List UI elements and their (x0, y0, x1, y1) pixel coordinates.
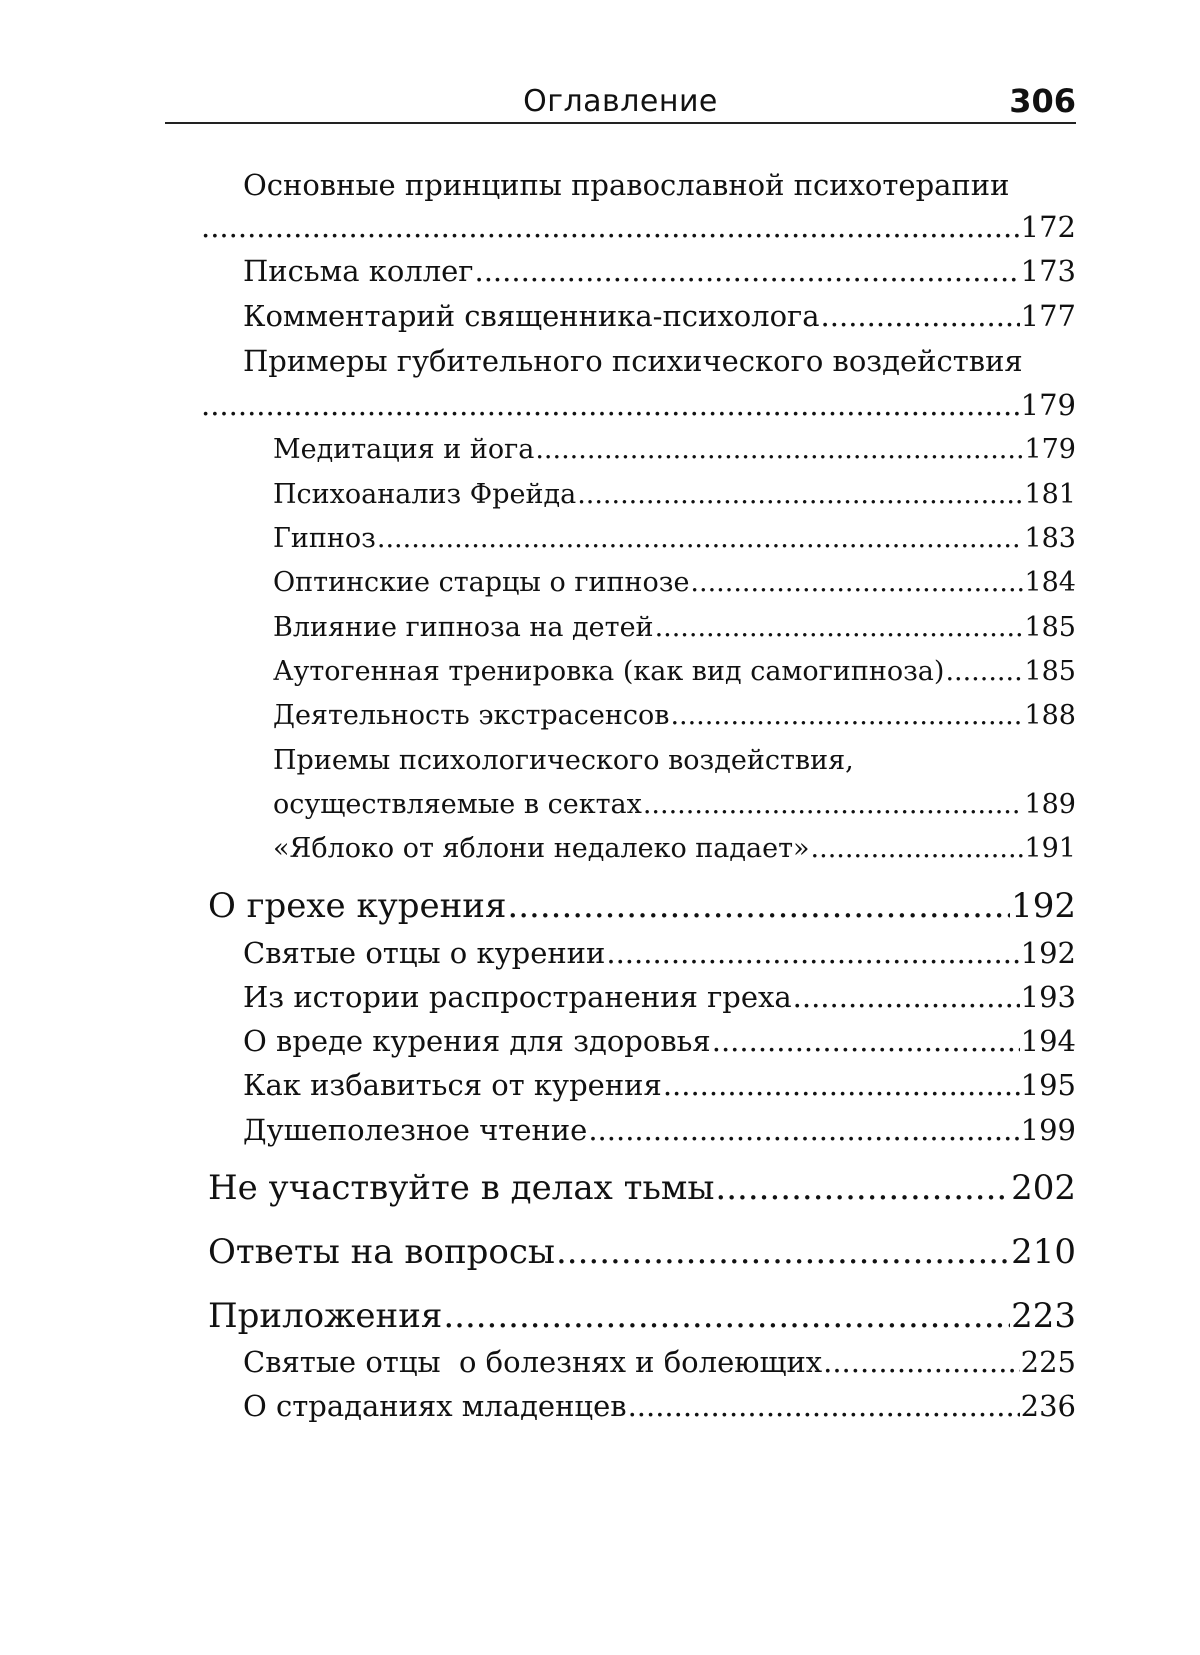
toc-page: 225 (1020, 1345, 1076, 1379)
toc-entry[interactable] (243, 299, 1076, 333)
toc-entry-title: Оптинские старцы о гипнозе (273, 567, 690, 598)
toc-page: 192 (1011, 886, 1076, 926)
toc-entry[interactable] (200, 210, 1076, 244)
leader-dots (811, 833, 1024, 864)
toc-entry-title: Примеры губительного психического воздействия (243, 344, 1023, 378)
toc-entry[interactable] (243, 1389, 1076, 1423)
leader-dots (535, 434, 1023, 465)
toc-entry[interactable] (208, 886, 1076, 926)
toc-page: 184 (1024, 567, 1076, 598)
leader-dots (823, 1345, 1020, 1379)
toc-page: 177 (1020, 299, 1076, 333)
leader-dots (821, 299, 1020, 333)
leader-dots (715, 1168, 1010, 1208)
toc-entry-title: Психоанализ Фрейда (273, 479, 577, 510)
toc-page: 181 (1024, 479, 1076, 510)
toc-entry[interactable] (243, 980, 1076, 1014)
toc-page: 195 (1020, 1068, 1076, 1102)
toc-entry[interactable] (273, 612, 1076, 643)
toc-page: 236 (1020, 1389, 1076, 1423)
toc-entry[interactable] (273, 567, 1076, 598)
toc-entry[interactable] (273, 434, 1076, 465)
toc-entry[interactable] (243, 1345, 1076, 1379)
toc-entry-title: Не участвуйте в делах тьмы (208, 1168, 715, 1208)
toc-entry-title: Душеполезное чтение (243, 1113, 588, 1147)
toc-entry-title: Гипноз (273, 523, 376, 554)
toc-entry-title: Ответы на вопросы (208, 1232, 555, 1272)
toc-page: 194 (1020, 1024, 1076, 1058)
toc-page: 189 (1024, 789, 1076, 820)
toc-entry-title-continued: осуществляемые в сектах (273, 789, 642, 820)
toc-entry-title: Приложения (208, 1296, 443, 1336)
toc-entry[interactable] (273, 789, 1076, 820)
leader-dots (556, 1232, 1010, 1272)
toc-entry-title: Святые отцы о курении (243, 936, 606, 970)
toc-entry-title: Письма коллег (243, 254, 474, 288)
leader-dots (945, 656, 1023, 687)
toc-entry-title: Медитация и йога (273, 434, 535, 465)
leader-dots (670, 700, 1023, 731)
toc-page: 188 (1024, 700, 1076, 731)
leader-dots (201, 388, 1020, 422)
toc-entry[interactable] (273, 479, 1076, 510)
leader-dots (712, 1024, 1020, 1058)
toc-entry[interactable] (243, 1068, 1076, 1102)
toc-entry[interactable] (243, 936, 1076, 970)
toc-entry[interactable] (243, 1113, 1076, 1147)
toc-entry[interactable] (208, 1296, 1076, 1336)
toc-entry[interactable] (273, 833, 1076, 864)
toc-entry-title: О грехе курения (208, 886, 507, 926)
leader-dots (475, 254, 1020, 288)
toc-page: 173 (1020, 254, 1076, 288)
leader-dots (507, 886, 1010, 926)
leader-dots (655, 612, 1024, 643)
toc-entry-title: О вреде курения для здоровья (243, 1024, 711, 1058)
toc-entry-title: Аутогенная тренировка (как вид самогипноза) (273, 656, 945, 687)
toc-page: 191 (1024, 833, 1076, 864)
leader-dots (577, 479, 1023, 510)
leader-dots (201, 210, 1020, 244)
toc-entry-title: О страданиях младенцев (243, 1389, 627, 1423)
toc-entry-title: Влияние гипноза на детей (273, 612, 654, 643)
leader-dots (690, 567, 1023, 598)
toc-page: 183 (1024, 523, 1076, 554)
running-title: Оглавление (523, 84, 718, 119)
toc-entry[interactable] (273, 700, 1076, 731)
toc-page: 193 (1020, 980, 1076, 1014)
toc-entry[interactable] (243, 1024, 1076, 1058)
leader-dots (377, 523, 1024, 554)
leader-dots (793, 980, 1020, 1014)
toc-entry[interactable] (200, 388, 1076, 422)
toc-page: 185 (1024, 656, 1076, 687)
toc-page: 210 (1011, 1232, 1076, 1272)
toc-page: 179 (1024, 434, 1076, 465)
toc-page: 202 (1011, 1168, 1076, 1208)
toc-entry-title: Как избавиться от курения (243, 1068, 662, 1102)
leader-dots (628, 1389, 1020, 1423)
page-number: 306 (1009, 82, 1076, 120)
toc-entry[interactable] (273, 523, 1076, 554)
toc-page: 199 (1020, 1113, 1076, 1147)
toc-entry-title: Святые отцы о болезнях и болеющих (243, 1345, 823, 1379)
toc-page: 172 (1020, 210, 1076, 244)
toc-entry[interactable] (243, 254, 1076, 288)
leader-dots (588, 1113, 1019, 1147)
toc-entry-title: Деятельность экстрасенсов (273, 700, 670, 731)
toc-page: 223 (1011, 1296, 1076, 1336)
toc-entry-title: Приемы психологического воздействия, (273, 745, 854, 776)
toc-page: 185 (1024, 612, 1076, 643)
toc-page: 192 (1020, 936, 1076, 970)
leader-dots (606, 936, 1019, 970)
toc-entry[interactable] (208, 1232, 1076, 1272)
toc-entry-title: Из истории распространения греха (243, 980, 792, 1014)
leader-dots (663, 1068, 1020, 1102)
toc-page: 179 (1020, 388, 1076, 422)
toc-entry[interactable] (273, 656, 1076, 687)
leader-dots (443, 1296, 1010, 1336)
toc-entry[interactable] (208, 1168, 1076, 1208)
toc-entry-title: «Яблоко от яблони недалеко падает» (273, 833, 810, 864)
toc-entry-title: Комментарий священника-психолога (243, 299, 820, 333)
page-header (165, 78, 1076, 124)
leader-dots (643, 789, 1024, 820)
toc-entry-title: Основные принципы православной психотерапии (243, 168, 1010, 202)
